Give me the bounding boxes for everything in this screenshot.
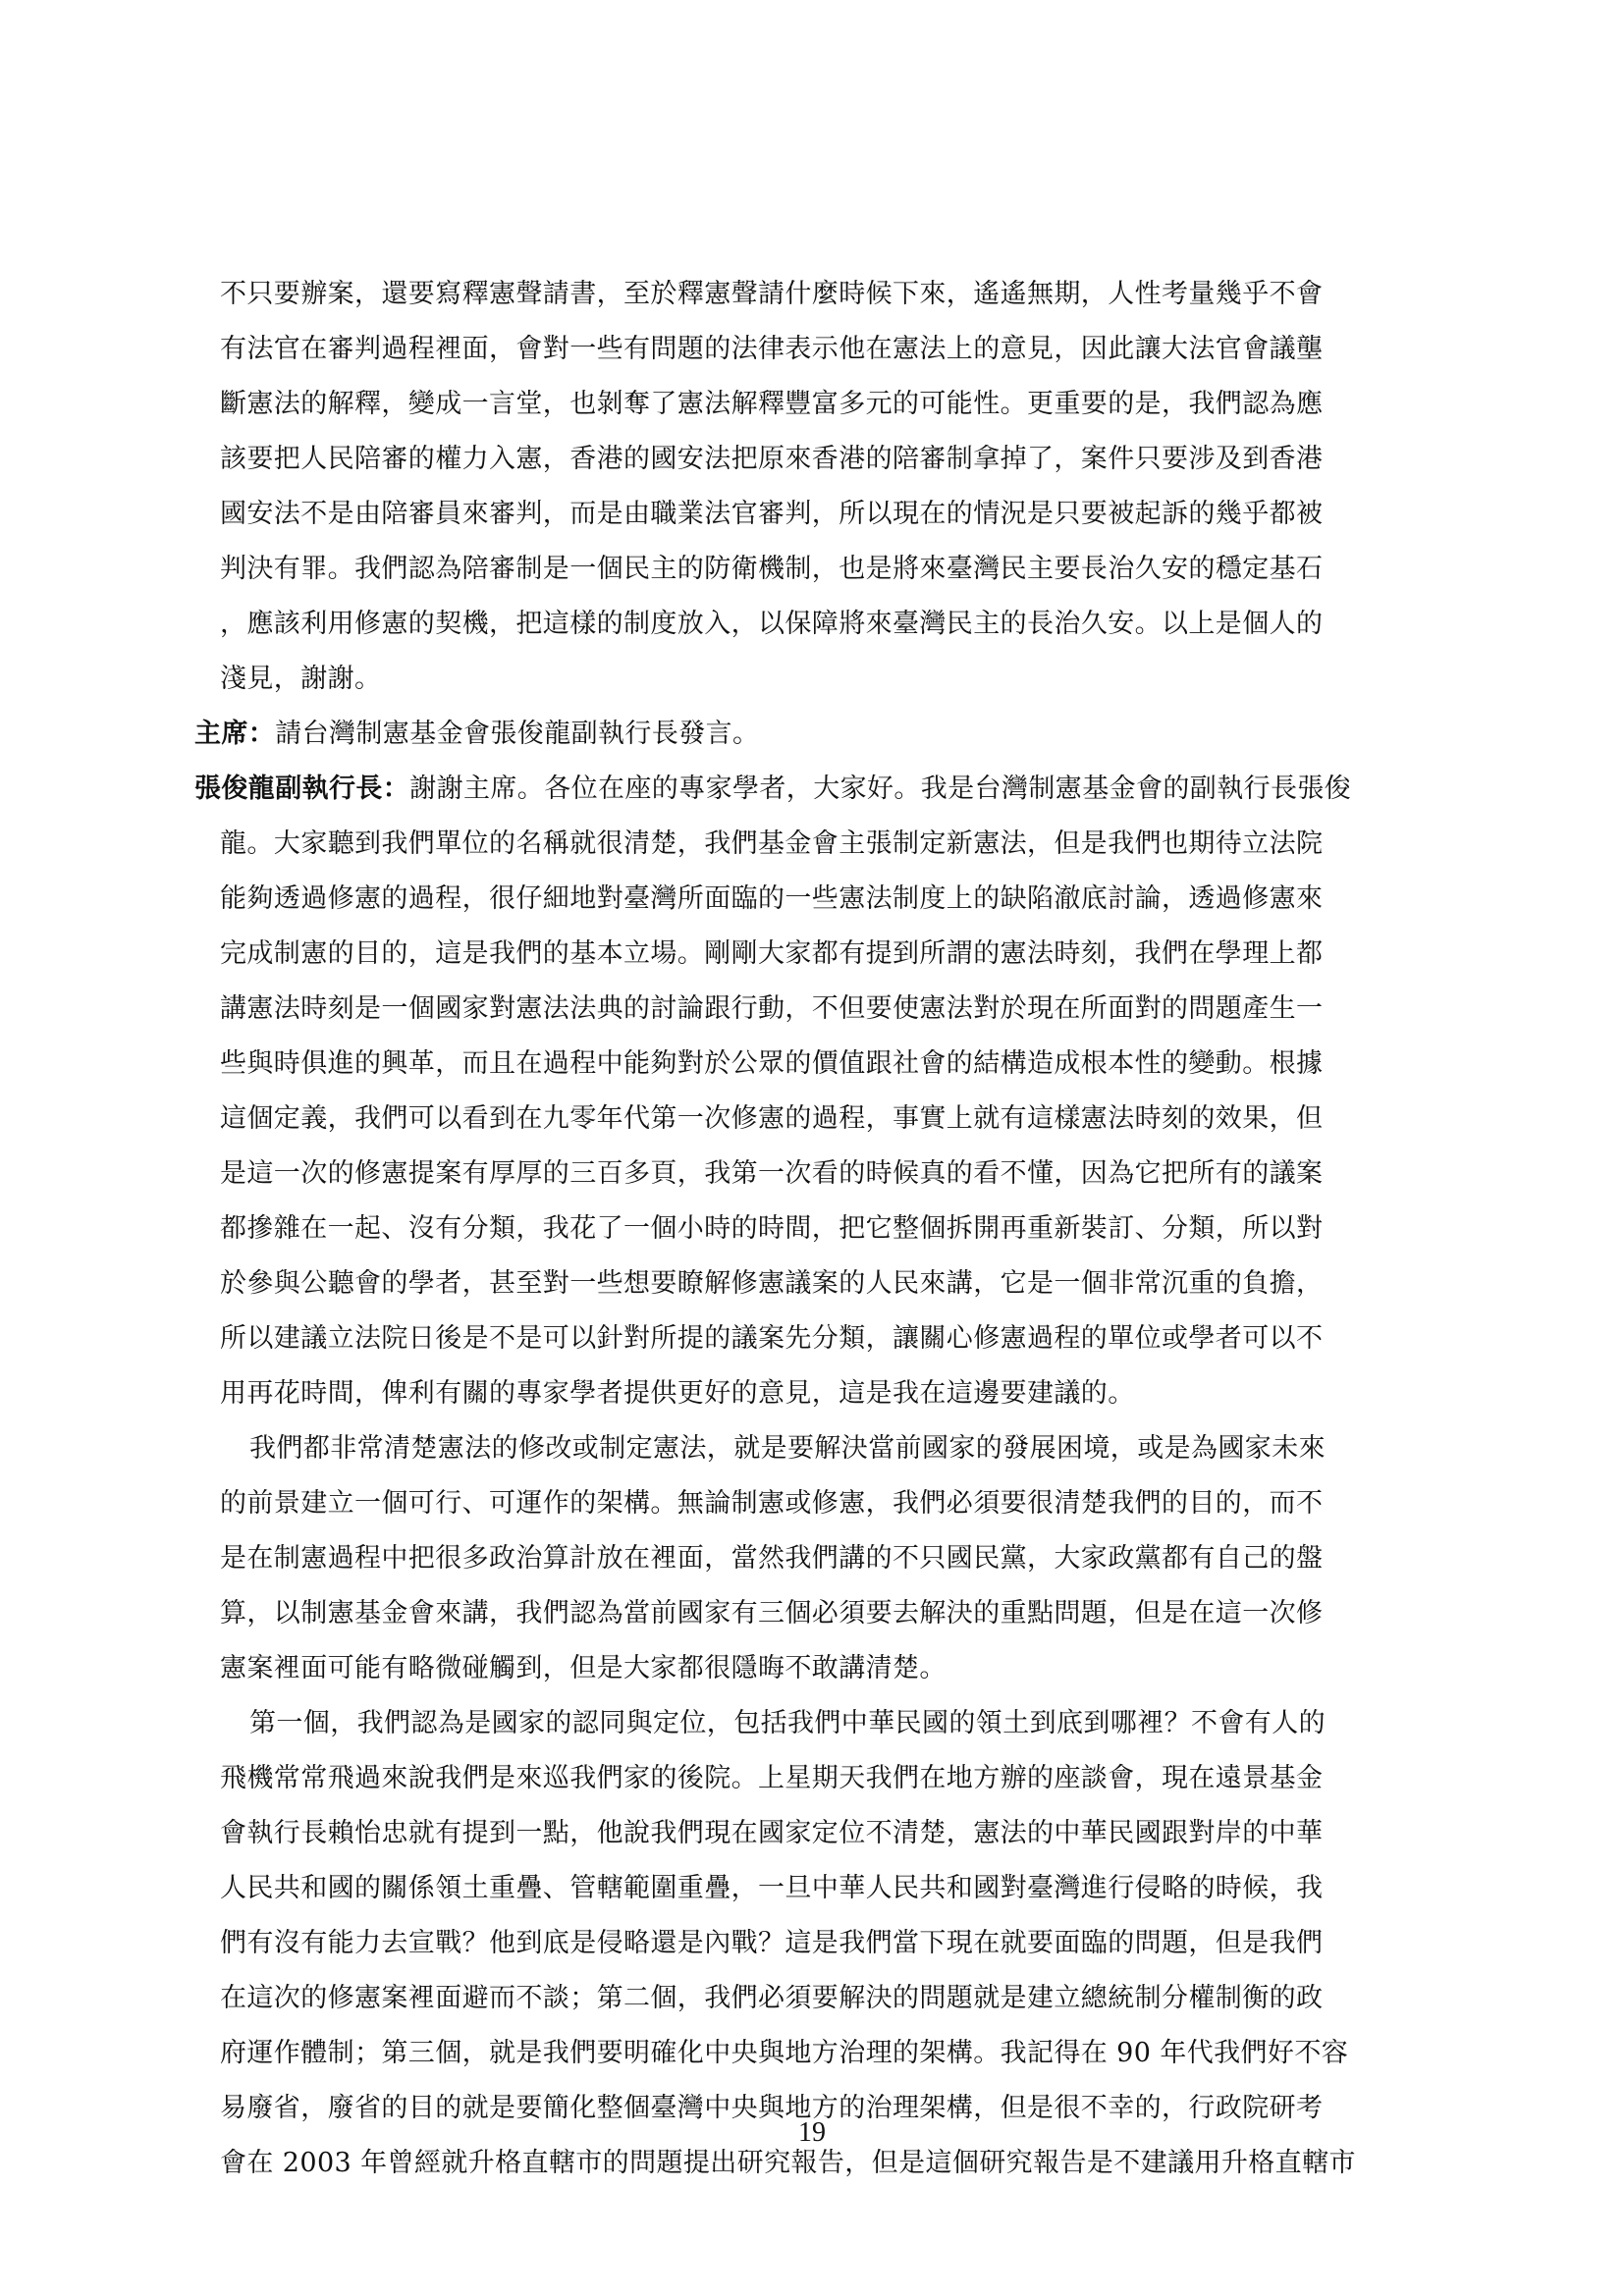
text-line: 國安法不是由陪審員來審判，而是由職業法官審判，所以現在的情況是只要被起訴的幾乎都被 [220, 499, 1324, 529]
zhang-statement-first-line [194, 762, 1434, 817]
text-line: 不只要辦案，還要寫釋憲聲請書，至於釋憲聲請什麼時候下來，遙遙無期，人性考量幾乎不會 [220, 279, 1324, 309]
transcript-body [194, 267, 1434, 2191]
text-line: 人民共和國的關係領土重疊、管轄範圍重疊，一旦中華人民共和國對臺灣進行侵略的時候，我 [220, 1873, 1324, 1903]
chair-statement [194, 707, 1434, 762]
text-line: 易廢省，廢省的目的就是要簡化整個臺灣中央與地方的治理架構，但是很不幸的，行政院研考 [220, 2093, 1324, 2123]
text-line: 用再花時間，俾利有關的專家學者提供更好的意見，這是我在這邊要建議的。 [220, 1378, 1135, 1409]
text-line: 完成制憲的目的，這是我們的基本立場。剛剛大家都有提到所謂的憲法時刻，我們在學理上都 [220, 938, 1324, 969]
text-line: 們有沒有能力去宣戰？他到底是侵略還是內戰？這是我們當下現在就要面臨的問題，但是我們 [220, 1928, 1324, 1958]
text-line: 些與時俱進的興革，而且在過程中能夠對於公眾的價值跟社會的結構造成根本性的變動。根據 [220, 1048, 1324, 1079]
text-line: 算，以制憲基金會來講，我們認為當前國家有三個必須要去解決的重點問題，但是在這一次修 [220, 1598, 1324, 1629]
text-line: 的前景建立一個可行、可運作的架構。無論制憲或修憲，我們必須要很清楚我們的目的，而不 [220, 1488, 1324, 1519]
text-line: 會在 2003 年曾經就升格直轄市的問題提出研究報告，但是這個研究報告是不建議用升格直轄市 [220, 2148, 1356, 2178]
statement-text: 謝謝主席。各位在座的專家學者，大家好。我是台灣制憲基金會的副執行長張俊 [409, 774, 1352, 804]
paragraph-first-line: 我們都非常清楚憲法的修改或制定憲法，就是要解決當前國家的發展困境，或是為國家未來 [249, 1433, 1326, 1464]
paragraph-first-line: 第一個，我們認為是國家的認同與定位，包括我們中華民國的領土到底到哪裡？不會有人的 [249, 1708, 1326, 1738]
page-number: 19 [798, 2117, 826, 2148]
text-line: 憲案裡面可能有略微碰觸到，但是大家都很隱晦不敢講清楚。 [220, 1653, 947, 1683]
text-line: 能夠透過修憲的過程，很仔細地對臺灣所面臨的一些憲法制度上的缺陷澈底討論，透過修憲來 [220, 883, 1324, 914]
text-line: 府運作體制；第三個，就是我們要明確化中央與地方治理的架構。我記得在 90 年代我們好不容 [220, 2038, 1349, 2068]
text-line: 龍。大家聽到我們單位的名稱就很清楚，我們基金會主張制定新憲法，但是我們也期待立法院 [220, 828, 1324, 859]
speaker-label: 張俊龍副執行長： [194, 774, 410, 804]
text-line: 判決有罪。我們認為陪審制是一個民主的防衛機制，也是將來臺灣民主要長治久安的穩定基石 [220, 554, 1324, 584]
text-line: 會執行長賴怡忠就有提到一點，他說我們現在國家定位不清楚，憲法的中華民國跟對岸的中華 [220, 1818, 1324, 1848]
text-line: 講憲法時刻是一個國家對憲法法典的討論跟行動，不但要使憲法對於現在所面對的問題產生一 [220, 993, 1324, 1024]
text-line: 飛機常常飛過來說我們是來巡我們家的後院。上星期天我們在地方辦的座談會，現在遠景基金 [220, 1763, 1324, 1793]
text-line: 於參與公聽會的學者，甚至對一些想要瞭解修憲議案的人民來講，它是一個非常沉重的負擔， [220, 1268, 1324, 1299]
speaker-label: 主席： [194, 719, 276, 749]
text-line: 斷憲法的解釋，變成一言堂，也剝奪了憲法解釋豐富多元的可能性。更重要的是，我們認為應 [220, 389, 1324, 419]
text-line: 在這次的修憲案裡面避而不談；第二個，我們必須要解決的問題就是建立總統制分權制衡的政 [220, 1983, 1324, 2013]
text-line: 該要把人民陪審的權力入憲，香港的國安法把原來香港的陪審制拿掉了，案件只要涉及到香港 [220, 444, 1324, 474]
text-line: 這個定義，我們可以看到在九零年代第一次修憲的過程，事實上就有這樣憲法時刻的效果，但 [220, 1103, 1324, 1134]
text-line: 是這一次的修憲提案有厚厚的三百多頁，我第一次看的時候真的看不懂，因為它把所有的議案 [220, 1158, 1324, 1189]
text-line: 有法官在審判過程裡面，會對一些有問題的法律表示他在憲法上的意見，因此讓大法官會議壟 [220, 334, 1324, 364]
text-line: 都摻雜在一起、沒有分類，我花了一個小時的時間，把它整個拆開再重新裝訂、分類，所以對 [220, 1213, 1324, 1244]
text-line: 是在制憲過程中把很多政治算計放在裡面，當然我們講的不只國民黨，大家政黨都有自己的盤 [220, 1543, 1324, 1574]
text-line: 淺見，謝謝。 [220, 664, 382, 694]
statement-text: 請台灣制憲基金會張俊龍副執行長發言。 [275, 719, 760, 749]
text-line: ，應該利用修憲的契機，把這樣的制度放入，以保障將來臺灣民主的長治久安。以上是個人的 [220, 609, 1324, 639]
text-line: 所以建議立法院日後是不是可以針對所提的議案先分類，讓關心修憲過程的單位或學者可以不 [220, 1323, 1324, 1354]
